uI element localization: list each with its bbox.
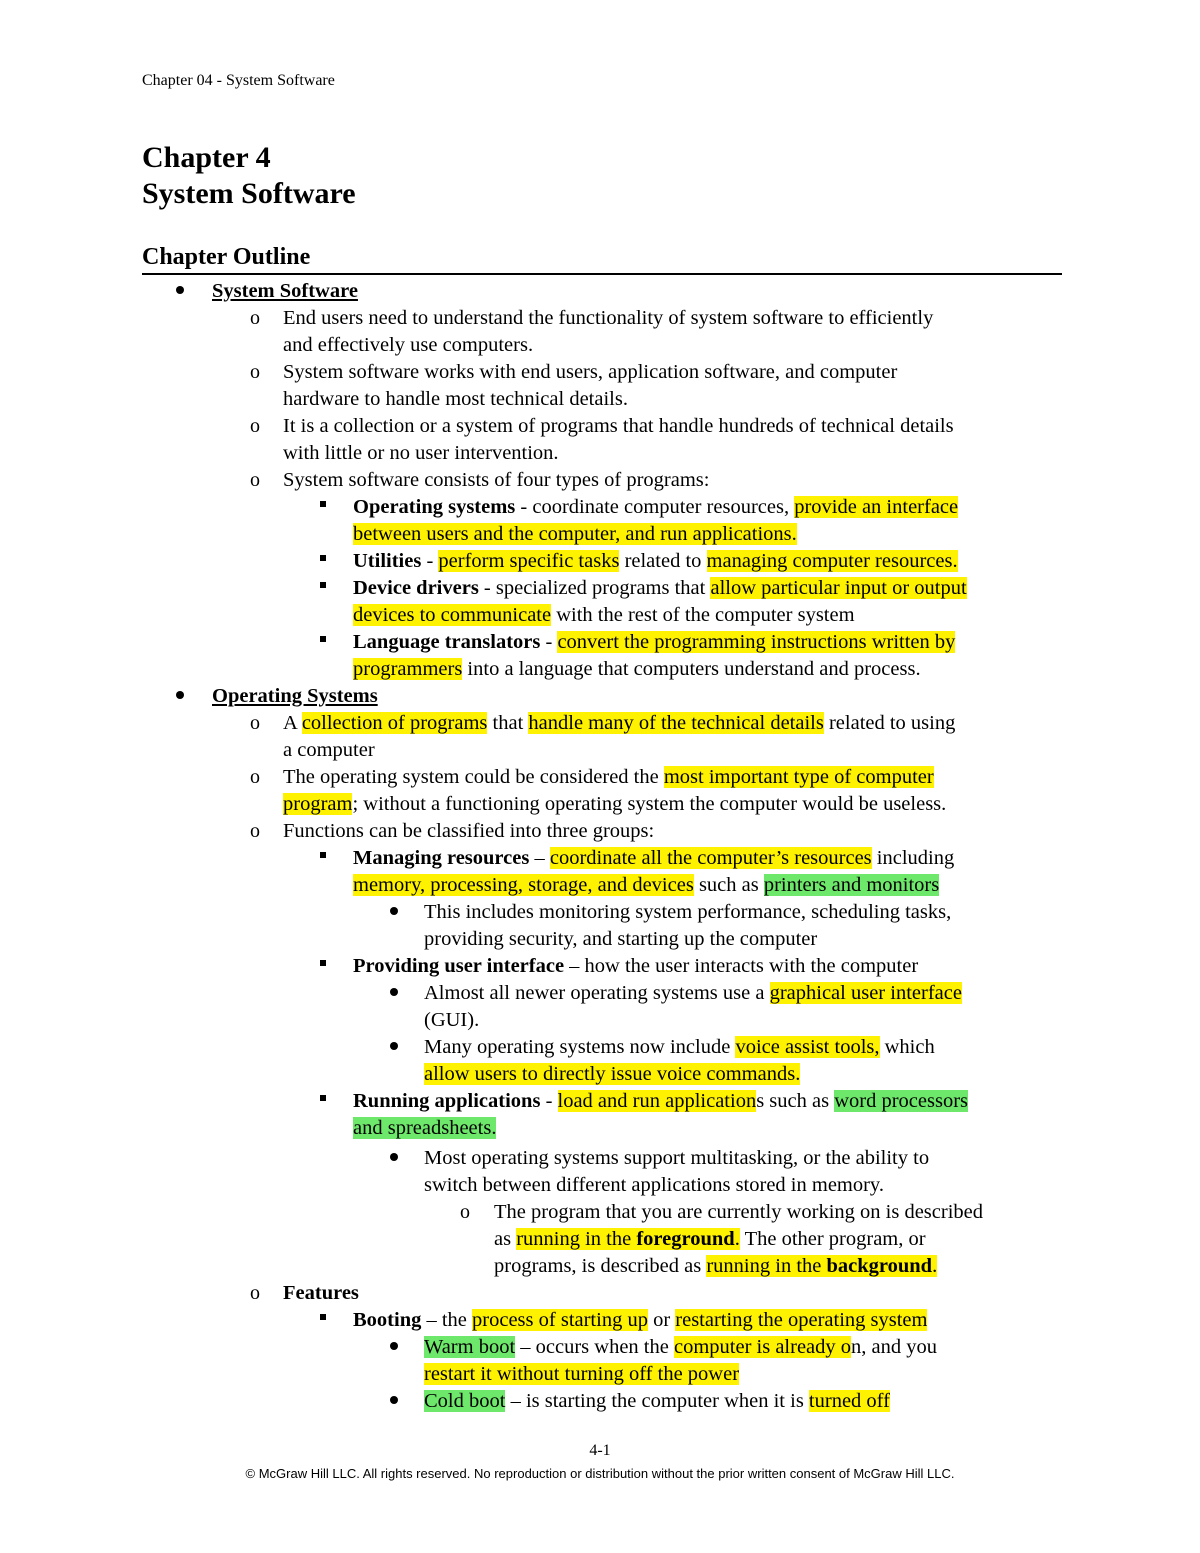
list-item-operating-systems: Operating systems - coordinate computer resources, provide an interface [142,494,1072,521]
list-item-continuation: and effectively use computers. [283,334,534,356]
green-highlight: Cold boot [424,1390,506,1412]
highlight: convert the programming instructions written by [557,631,956,653]
highlight: allow users to directly issue voice commands. [424,1063,801,1085]
list-item-continuation: with little or no user intervention. [283,442,559,464]
list-item-features: o Features [142,1280,1072,1307]
highlight: restarting the operating system [675,1309,928,1331]
highlight: collection of programs [301,712,488,734]
list-item-user-interface: Providing user interface – how the user interacts with the computer [142,953,1072,980]
list-item-continuation: hardware to handle most technical details. [283,388,628,410]
bullet-dot-icon [390,1034,398,1061]
bullet-dot-icon [176,278,184,305]
highlight: running in the background. [706,1255,938,1277]
highlight: computer is already o [673,1336,852,1358]
square-bullet-icon [320,1307,326,1334]
bullet-dot-icon [390,1334,398,1361]
list-item: o End users need to understand the functionality of system software to efficiently [142,305,1072,332]
highlight: coordinate all the computer’s resources [549,847,872,869]
highlight: turned off [808,1390,890,1412]
square-bullet-icon [320,1088,326,1115]
highlight: running in the foreground. [516,1228,740,1250]
list-item: Most operating systems support multitasking, or the ability to [142,1145,1072,1172]
copyright-notice: © McGraw Hill LLC. All rights reserved. No reproduction or distribution without the prior written consent of McGraw Hill LLC. [245,1466,955,1481]
circle-bullet-icon: o [250,712,260,734]
list-item: Many operating systems now include voice assist tools, which [142,1034,1072,1061]
list-item-cold-boot: Cold boot – is starting the computer when it is turned off [142,1388,1072,1415]
circle-bullet-icon: o [250,820,260,842]
bullet-dot-icon [176,683,184,710]
list-item: o It is a collection or a system of programs that handle hundreds of technical details [142,413,1072,440]
highlight: between users and the computer, and run applications. [353,523,797,545]
highlight: provide an interface [794,496,959,518]
circle-bullet-icon: o [250,1282,260,1304]
list-item-utilities: Utilities - perform specific tasks related to managing computer resources. [142,548,1072,575]
running-header: Chapter 04 - System Software [142,72,335,89]
list-item: o The program that you are currently working on is described [142,1199,1072,1226]
highlight: allow particular input or output [710,577,967,599]
circle-bullet-icon: o [250,766,260,788]
bullet-dot-icon [390,899,398,926]
list-item-running-applications: Running applications - load and run applications such as word processors [142,1088,1072,1115]
list-item-warm-boot: Warm boot – occurs when the computer is already on, and you [142,1334,1072,1361]
square-bullet-icon [320,845,326,872]
page-number: 4-1 [589,1442,611,1459]
highlight: managing computer resources. [706,550,958,572]
highlight: load and run application [557,1090,757,1112]
highlight: memory, processing, storage, and devices [353,874,694,896]
list-item-managing-resources: Managing resources – coordinate all the computer’s resources including [142,845,1072,872]
highlight: perform specific tasks [438,550,620,572]
section-system-software [142,278,1072,305]
highlight: process of starting up [472,1309,648,1331]
highlight: most important type of computer [663,766,934,788]
green-highlight: Warm boot [424,1336,516,1358]
chapter-title [142,140,356,212]
list-item: o Functions can be classified into three groups: [142,818,1072,845]
list-item: o The operating system could be considered the most important type of computer [142,764,1072,791]
square-bullet-icon [320,953,326,980]
circle-bullet-icon: o [250,415,260,437]
circle-bullet-icon: o [460,1201,470,1223]
list-item: o A collection of programs that handle many of the technical details related to using [142,710,1072,737]
circle-bullet-icon: o [250,307,260,329]
section-operating-systems [142,683,1072,710]
list-item-device-drivers: Device drivers - specialized programs that allow particular input or output [142,575,1072,602]
highlight: voice assist tools, [735,1036,880,1058]
square-bullet-icon [320,494,326,521]
green-highlight: and spreadsheets. [353,1117,497,1139]
highlight: handle many of the technical details [528,712,824,734]
list-item-language-translators: Language translators - convert the programming instructions written by [142,629,1072,656]
highlight: programmers [353,658,463,680]
list-item: o System software consists of four types of programs: [142,467,1072,494]
section-heading: System Software [212,280,358,302]
bullet-dot-icon [390,1388,398,1415]
circle-bullet-icon: o [250,361,260,383]
square-bullet-icon [320,575,326,602]
list-item: Almost all newer operating systems use a graphical user interface [142,980,1072,1007]
bullet-dot-icon [390,980,398,1007]
bullet-dot-icon [390,1145,398,1172]
chapter-number: Chapter 4 [142,141,271,174]
green-highlight: printers and monitors [763,874,940,896]
highlight: program [283,793,353,815]
highlight: restart it without turning off the power [424,1363,740,1385]
circle-bullet-icon: o [250,469,260,491]
square-bullet-icon [320,629,326,656]
section-heading: Operating Systems [212,685,378,707]
list-item-booting: Booting – the process of starting up or restarting the operating system [142,1307,1072,1334]
outline-body: System Software o End users need to understand the functionality of system software to efficiently and effectively use computers. o System software works with end users, application software, and computer hardware to handle most technical details. o It is a collection or a system of programs that handle hundreds of technical details with little or no user intervention. o System software consists of four types of programs: Operating systems - coordinate computer resources, provide an interface between users and the computer, and run applications. Utilities - perform specific tasks related to managing computer resources. Device drivers - specialized programs that allow particular input or output devices to communicate with the rest of the computer system Language translators - convert the programming instructions written by programmers into a language that computers understand and process. Operating Systems o A collection of programs that handle many of the technical details related to using a computer o The operating system could be considered the most important type of computer program; without a functioning operating system the computer would be useless. o Functions can be classified into three groups: Managing resources – coordinate all the computer’s resources including memory, processing, storage, and devices such as printers and monitors This includes monitoring system performance, scheduling tasks, providing security, and starting up the computer Providing user interface – how the user interacts with the computer Almost all newer operating systems use a graphical user interface (GUI). Many operating systems now include voice assist tools, which allow users to directly issue voice commands. Running applications - load and run applications such as word processors and spreadsheets. Most operating systems support multitasking, or the ability to switch between different applications stored in memory. o The program that you are currently working on is described as running in the foreground. The other program, or programs, is described as running in the background. o Features Booting – the process of starting up or restarting the operating system Warm boot – occurs when the computer is already on, and you restart it without turning off the power Cold boot – is starting the computer when it is turned off [142,278,1072,1415]
green-highlight: word processors [834,1090,969,1112]
highlight: graphical user interface [769,982,962,1004]
outline-heading: Chapter Outline [142,242,1062,275]
list-item: This includes monitoring system performance, scheduling tasks, [142,899,1072,926]
square-bullet-icon [320,548,326,575]
highlight: devices to communicate [353,604,552,626]
chapter-name: System Software [142,177,356,210]
list-item: o System software works with end users, application software, and computer [142,359,1072,386]
